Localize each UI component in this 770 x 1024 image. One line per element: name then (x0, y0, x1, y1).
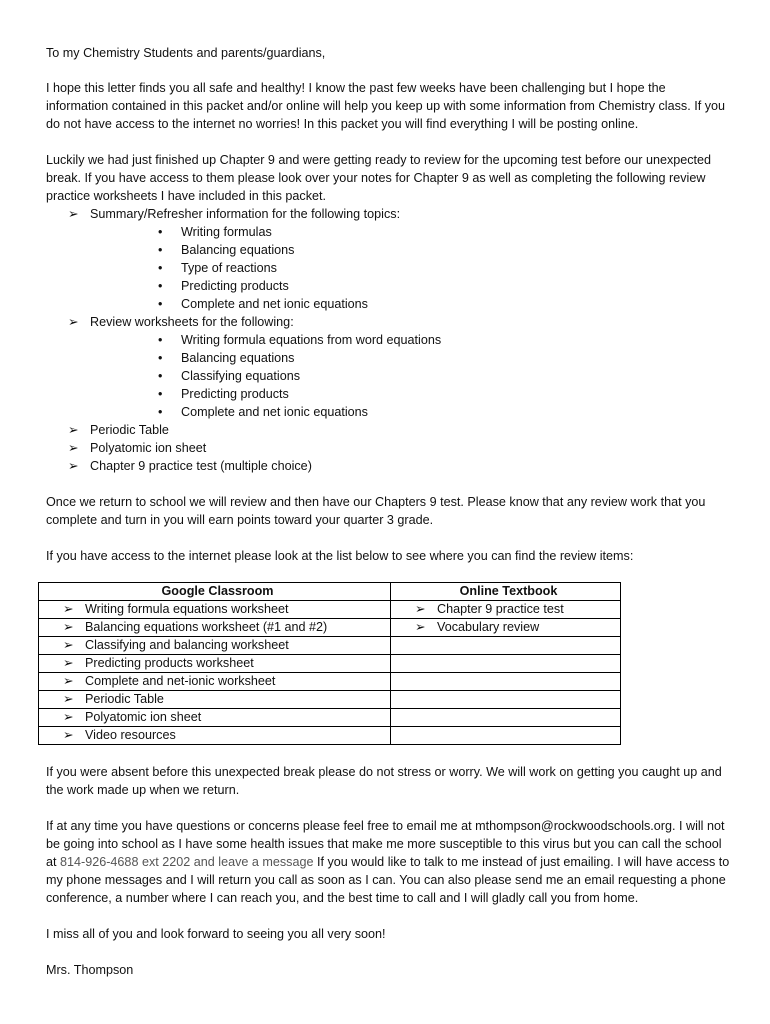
bullet-list-item (46, 331, 730, 349)
practice-test-item: Chapter 9 practice test (multiple choice) (90, 459, 312, 473)
online-textbook-cell (391, 673, 621, 691)
bullet-text: Writing formula equations from word equations (181, 333, 442, 347)
bullet-text: Complete and net ionic equations (181, 297, 368, 311)
bullet-text: Writing formulas (181, 225, 272, 239)
bullet-list-item (46, 349, 730, 367)
bullet-text: Type of reactions (181, 261, 277, 275)
cell-text: Classifying and balancing worksheet (85, 638, 289, 652)
header-online-textbook: Online Textbook (391, 583, 621, 601)
arrow-bullet-icon: ➢ (68, 423, 79, 437)
google-classroom-cell (39, 637, 391, 655)
bullet-list-item (46, 367, 730, 385)
cell-text: Predicting products worksheet (85, 656, 254, 670)
arrow-bullet-icon: ➢ (63, 602, 74, 616)
bullet-dot-icon: • (158, 297, 163, 311)
summary-label: Summary/Refresher information for the following topics: (90, 207, 401, 221)
online-textbook-cell (391, 727, 621, 745)
google-classroom-cell (39, 727, 391, 745)
contact-text: If at any time you have questions or concerns please feel free to email me at mthompson@rockwoodschools.org. I will not be going into school as I have some health issues that make me more susceptible to this virus but you can call the school at (46, 819, 725, 869)
online-textbook-cell (391, 655, 621, 673)
bullet-text: Complete and net ionic equations (181, 405, 368, 419)
cell-text: Complete and net-ionic worksheet (85, 674, 276, 688)
resource-table (38, 582, 621, 745)
summary-topic-list (46, 223, 730, 313)
review-list (46, 421, 730, 475)
arrow-bullet-icon: ➢ (68, 441, 79, 455)
online-textbook-cell (391, 691, 621, 709)
bullet-list-item (46, 277, 730, 295)
paragraph-closing: I miss all of you and look forward to seeing you all very soon! (46, 927, 386, 941)
google-classroom-cell (39, 709, 391, 727)
arrow-bullet-icon: ➢ (63, 674, 74, 688)
bullet-text: Balancing equations (181, 351, 295, 365)
bullet-list-item (46, 403, 730, 421)
paragraph-contact (46, 817, 730, 907)
header-google-classroom: Google Classroom (39, 583, 391, 601)
bullet-dot-icon: • (158, 243, 163, 257)
bullet-dot-icon: • (158, 225, 163, 239)
arrow-bullet-icon: ➢ (68, 315, 79, 329)
list-item (46, 313, 730, 331)
bullet-list-item (46, 223, 730, 241)
signature: Mrs. Thompson (46, 963, 134, 977)
bullet-list-item (46, 259, 730, 277)
review-topic-list (46, 331, 730, 421)
online-textbook-cell (391, 709, 621, 727)
cell-text: Balancing equations worksheet (#1 and #2) (85, 620, 328, 634)
bullet-dot-icon: • (158, 261, 163, 275)
table-row (39, 619, 621, 637)
online-textbook-cell (391, 601, 621, 619)
review-list (46, 205, 730, 223)
greeting: To my Chemistry Students and parents/guardians, (46, 46, 326, 60)
bullet-list-item (46, 241, 730, 259)
arrow-bullet-icon: ➢ (68, 459, 79, 473)
table-row (39, 655, 621, 673)
polyatomic-item: Polyatomic ion sheet (90, 441, 207, 455)
bullet-dot-icon: • (158, 387, 163, 401)
table-row (39, 601, 621, 619)
bullet-text: Predicting products (181, 387, 289, 401)
letter-page (46, 44, 730, 979)
paragraph-internet: If you have access to the internet please look at the list below to see where you can find the review items: (46, 549, 634, 563)
cell-text: Vocabulary review (437, 620, 540, 634)
list-item (46, 457, 730, 475)
list-item (46, 205, 730, 223)
arrow-bullet-icon: ➢ (63, 710, 74, 724)
bullet-dot-icon: • (158, 405, 163, 419)
cell-text: Video resources (85, 728, 176, 742)
arrow-bullet-icon: ➢ (415, 602, 426, 616)
paragraph-intro: I hope this letter finds you all safe and healthy! I know the past few weeks have been challenging but I hope the information contained in this packet and/or online will help you keep up with some information from Chemistry class. If you do not have access to the internet no worries! In this packet you will find everything I will be posting online. (46, 81, 725, 131)
bullet-dot-icon: • (158, 351, 163, 365)
phone-number: 814-926-4688 ext 2202 and leave a message (60, 855, 314, 869)
online-textbook-cell (391, 637, 621, 655)
arrow-bullet-icon: ➢ (68, 207, 79, 221)
arrow-bullet-icon: ➢ (63, 620, 74, 634)
google-classroom-cell (39, 691, 391, 709)
table-header-row (39, 583, 621, 601)
bullet-list-item (46, 295, 730, 313)
periodic-table-item: Periodic Table (90, 423, 169, 437)
arrow-bullet-icon: ➢ (63, 692, 74, 706)
paragraph-chapter9: Luckily we had just finished up Chapter 9 and were getting ready to review for the upcoming test before our unexpected break. If you have access to them please look over your notes for Chapter 9 as well as completing the following review practice worksheets I have included in this packet. (46, 153, 712, 203)
cell-text: Writing formula equations worksheet (85, 602, 289, 616)
bullet-list-item (46, 385, 730, 403)
bullet-text: Classifying equations (181, 369, 301, 383)
table-row (39, 637, 621, 655)
online-textbook-cell (391, 619, 621, 637)
arrow-bullet-icon: ➢ (63, 638, 74, 652)
contact-text-end: If you would like to talk to me instead of just emailing. I will have access to my phone messages and I will return you call as soon as I can. You can also please send me an email requesting a phone conference, a number where I can reach you, and the best time to call and I will gladly call you from home. (46, 855, 730, 905)
bullet-dot-icon: • (158, 369, 163, 383)
google-classroom-cell (39, 655, 391, 673)
arrow-bullet-icon: ➢ (415, 620, 426, 634)
cell-text: Polyatomic ion sheet (85, 710, 202, 724)
table-row (39, 709, 621, 727)
cell-text: Periodic Table (85, 692, 164, 706)
google-classroom-cell (39, 601, 391, 619)
paragraph-return: Once we return to school we will review and then have our Chapters 9 test. Please know that any review work that you complete and turn in you will earn points toward your quarter 3 grade. (46, 495, 706, 527)
list-item (46, 421, 730, 439)
table-row (39, 673, 621, 691)
arrow-bullet-icon: ➢ (63, 728, 74, 742)
table-row (39, 691, 621, 709)
bullet-text: Predicting products (181, 279, 289, 293)
google-classroom-cell (39, 673, 391, 691)
paragraph-absent: If you were absent before this unexpected break please do not stress or worry. We will work on getting you caught up and the work made up when we return. (46, 765, 722, 797)
table-row (39, 727, 621, 745)
arrow-bullet-icon: ➢ (63, 656, 74, 670)
list-item (46, 439, 730, 457)
bullet-dot-icon: • (158, 333, 163, 347)
cell-text: Chapter 9 practice test (437, 602, 564, 616)
google-classroom-cell (39, 619, 391, 637)
review-list (46, 313, 730, 331)
bullet-dot-icon: • (158, 279, 163, 293)
bullet-text: Balancing equations (181, 243, 295, 257)
review-label: Review worksheets for the following: (90, 315, 294, 329)
